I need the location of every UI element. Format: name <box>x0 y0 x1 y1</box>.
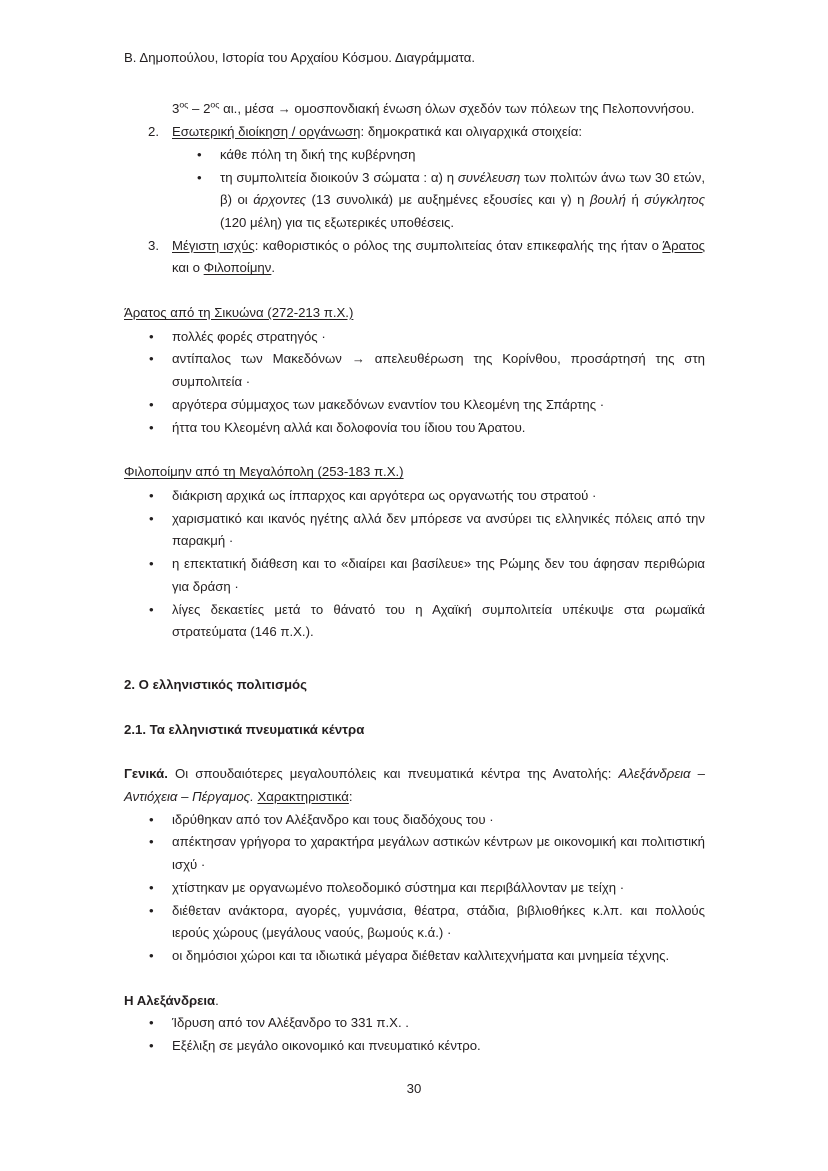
general-paragraph-italic: Αλεξάνδρεια – Αντιόχεια – Πέργαμος. <box>124 766 705 805</box>
bullet-icon: • <box>149 510 154 526</box>
intro-rest-text: αι., μέσα → ομοσπονδιακή ένωση όλων σχεδόν των πόλεων της Πελοποννήσου. <box>219 101 695 117</box>
alexandria-heading-bold: Η Αλεξάνδρεια <box>124 992 216 1008</box>
bullet-icon: • <box>149 879 154 895</box>
list-item-text: διέθεταν ανάκτορα, αγορές, γυμνάσια, θέατρα, στάδια, βιβλιοθήκες κ.λπ. και πολλούς ιερούς χώρους (μεγάλους ναούς, βωμούς κ.ά.) · <box>172 902 705 941</box>
section-philopoimen-heading: Φιλοποίμην από τη Μεγαλόπολη (253-183 π.Χ.) <box>124 464 404 480</box>
bullet-icon: • <box>149 351 154 367</box>
running-head: Β. Δημοπούλου, Ιστορία του Αρχαίου Κόσμου. Διαγράμματα. <box>124 50 476 65</box>
intro-paragraph <box>124 98 705 121</box>
list-item-text: πολλές φορές στρατηγός · <box>172 328 326 344</box>
bullet-icon: • <box>149 947 154 963</box>
bullet-icon: • <box>149 419 154 435</box>
numbered-item-3-tail-p4: . <box>271 260 276 276</box>
numbered-item-2-marker: 2. <box>148 124 159 140</box>
bullet-icon: • <box>149 601 154 617</box>
list-item <box>124 900 705 945</box>
intro-sup-a: ος <box>179 100 189 111</box>
list-item-text-p8: (120 μέλη) για τις εξωτερικές υποθέσεις. <box>220 214 455 230</box>
numbered-item-3-tail-p2: και ο <box>172 260 204 276</box>
list-item-text: λίγες δεκαετίες μετά το θάνατό του η Αχαϊκή συμπολιτεία υπέκυψε στα ρωμαϊκά στρατεύματα (146 π.Χ.). <box>172 601 705 640</box>
bullet-icon: • <box>149 834 154 850</box>
numbered-item-3-tail-p1: Άρατος <box>662 237 706 253</box>
list-item-text: χτίστηκαν με οργανωμένο πολεοδομικό σύστημα και περιβάλλονταν με τείχη · <box>172 879 625 895</box>
list-item-text: διάκριση αρχικά ως ίππαρχος και αργότερα ως οργανωτής του στρατού · <box>172 488 597 503</box>
list-item-text-p0: τη συμπολιτεία διοικούν 3 σώματα : α) η <box>220 169 458 185</box>
general-paragraph-lead: Γενικά. <box>124 766 168 782</box>
section-aratos-heading: Άρατος από τη Σικυώνα (272-213 π.Χ.) <box>124 305 354 321</box>
list-item <box>124 326 705 349</box>
general-paragraph-text-3: : <box>348 789 353 805</box>
section-philopoimen <box>124 461 705 644</box>
general-paragraph <box>124 763 705 808</box>
numbered-list <box>124 121 705 280</box>
numbered-item-3 <box>124 235 705 280</box>
bullet-icon: • <box>197 169 202 185</box>
list-item-text: κάθε πόλη τη δική της κυβέρνηση <box>220 146 416 162</box>
alexandria-heading <box>124 990 705 1013</box>
intro-number-a: 3 <box>172 101 180 117</box>
bullet-icon: • <box>149 328 154 344</box>
general-bullets <box>124 809 705 968</box>
bullet-icon: • <box>149 488 154 503</box>
list-item-text-p4: (13 συνολικά) με αυξημένες εξουσίες και γ) η <box>306 192 591 208</box>
chapter-heading: 2. Ο ελληνιστικός πολιτισμός <box>124 676 307 692</box>
numbered-item-2-lead: Εσωτερική διοίκηση / οργάνωση <box>172 124 361 140</box>
list-item <box>124 599 705 644</box>
list-item <box>124 553 705 598</box>
numbered-item-3-marker: 3. <box>148 237 159 253</box>
section-aratos-bullets <box>124 326 705 440</box>
list-item <box>124 394 705 417</box>
spacer <box>124 741 705 763</box>
list-item-text: χαρισματικό και ικανός ηγέτης αλλά δεν μπόρεσε να ανσύρει τις ελληνικές πόλεις από την παρακμή · <box>172 510 705 549</box>
alexandria-bullets <box>124 1012 705 1057</box>
general-paragraph-underline: Χαρακτηριστικά <box>257 789 349 805</box>
sub-heading: 2.1. Τα ελληνιστικά πνευματικά κέντρα <box>124 721 365 737</box>
page-number: 30 <box>406 1081 422 1096</box>
intro-dash: – <box>188 101 204 117</box>
list-item-text: ιδρύθηκαν από τον Αλέξανδρο και τους διαδόχους του · <box>172 811 494 827</box>
list-item-text: η επεκτατική διάθεση και το «διαίρει και βασίλευε» της Ρώμης δεν του άφησαν περιθώρια για δράση · <box>172 556 705 594</box>
list-item-text: αντίπαλος των Μακεδόνων → απελευθέρωση της Κορίνθου, προσάρτησή της στη συμπολιτεία · <box>172 351 705 390</box>
bullet-icon: • <box>149 1038 154 1054</box>
alexandria-heading-tail: . <box>215 992 219 1008</box>
list-item-text-p2: των πολιτών άνω των 30 ετών, β) οι <box>220 169 705 208</box>
bullet-icon: • <box>149 1015 154 1031</box>
list-item-text-p7: σύγκλητος <box>644 192 705 208</box>
page-content <box>124 48 705 1058</box>
general-paragraph-text-1: Οι σπουδαιότερες μεγαλουπόλεις και πνευματικά κέντρα της Ανατολής: <box>167 766 619 782</box>
numbered-item-3-tail-p3: Φιλοποίμην <box>203 260 272 276</box>
list-item-text: Εξέλιξη σε μεγάλο οικονομικό και πνευματικό κέντρο. <box>172 1038 481 1054</box>
numbered-item-3-lead: Μέγιστη ισχύς <box>172 237 255 253</box>
list-item-text-p3: άρχοντες <box>253 192 307 208</box>
numbered-item-2-tail: : δημοκρατικά και ολιγαρχικά στοιχεία: <box>360 124 583 140</box>
list-item <box>124 508 705 553</box>
bullet-icon: • <box>149 396 154 412</box>
list-item-text: οι δημόσιοι χώροι και τα ιδιωτικά μέγαρα διέθεταν καλλιτεχνήματα και μνημεία τέχνης. <box>172 947 670 963</box>
list-item-text-p6: ή <box>625 192 645 208</box>
numbered-item-3-tail-p0: : καθοριστικός ο ρόλος της συμπολιτείας όταν επικεφαλής της ήταν ο <box>254 237 663 253</box>
numbered-item-2 <box>124 121 705 235</box>
list-item-text: Ίδρυση από τον Αλέξανδρο το 331 π.Χ. . <box>172 1015 409 1031</box>
bullet-icon: • <box>149 902 154 918</box>
list-item <box>124 348 705 393</box>
list-item <box>172 167 705 235</box>
list-item <box>124 1012 705 1035</box>
list-item <box>124 417 705 440</box>
list-item <box>124 877 705 900</box>
list-item <box>124 831 705 876</box>
list-item <box>124 485 705 508</box>
numbered-item-2-bullets <box>172 144 705 235</box>
spacer <box>124 697 705 719</box>
section-aratos <box>124 302 705 439</box>
list-item <box>124 1035 705 1058</box>
spacer <box>124 644 705 674</box>
bullet-icon: • <box>149 811 154 827</box>
list-item <box>124 945 705 968</box>
spacer <box>124 968 705 990</box>
list-item-text: αργότερα σύμμαχος των μακεδόνων εναντίον του Κλεομένη της Σπάρτης · <box>172 396 605 412</box>
list-item-text-p1: συνέλευση <box>457 169 521 185</box>
list-item <box>172 144 705 167</box>
list-item-text: απέκτησαν γρήγορα το χαρακτήρα μεγάλων αστικών κέντρων με οικονομική και πολιτιστική ισχύ · <box>172 834 705 873</box>
section-philopoimen-bullets <box>124 485 705 644</box>
list-item <box>124 809 705 832</box>
intro-number-b: 2 <box>203 101 211 117</box>
list-item-text: ήττα του Κλεομένη αλλά και δολοφονία του ίδιου του Άρατου. <box>172 419 526 435</box>
bullet-icon: • <box>149 556 154 572</box>
intro-sup-b: ος <box>210 100 220 111</box>
bullet-icon: • <box>197 146 202 162</box>
list-item-text-p5: βουλή <box>590 192 626 208</box>
